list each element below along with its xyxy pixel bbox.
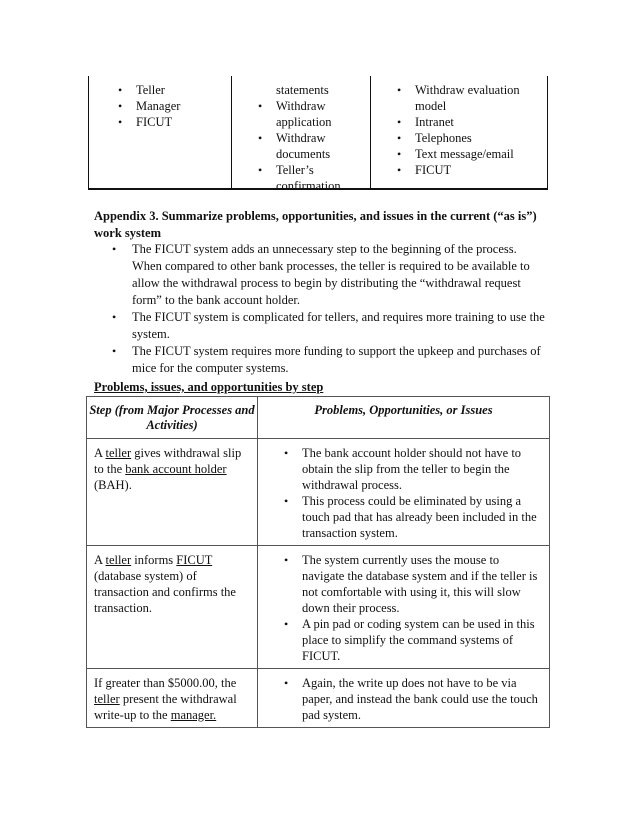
list-item: • The system currently uses the mouse to navigate the database system and if the teller is not comfortable with using it, this will slow down their process. — [280, 552, 541, 616]
table-row — [87, 669, 550, 728]
table-cell-participants — [89, 76, 231, 188]
table-cell-technologies — [371, 76, 547, 188]
step-cell: A teller informs FICUT (database system) of transaction and confirms the transaction. — [87, 546, 258, 669]
list-item: • Again, the write up does not have to be via paper, and instead the bank could use the touch pad system. — [280, 675, 541, 723]
issues-cell — [258, 439, 550, 546]
table-row — [87, 439, 550, 546]
list-item: • FICUT — [393, 162, 547, 178]
step-cell: If greater than $5000.00, the teller present the withdrawal write-up to the manager. — [87, 669, 258, 728]
list-item: • Teller — [114, 82, 231, 98]
continued-text: statements — [276, 83, 329, 97]
column-header-issues: Problems, Opportunities, or Issues — [258, 397, 550, 439]
list-item: • Manager — [114, 98, 231, 114]
list-item: • Withdraw evaluation model — [393, 82, 547, 114]
list-item: • Text message/email — [393, 146, 547, 162]
appendix-heading: Appendix 3. Summarize problems, opportunities, and issues in the current (“as is”) work system — [94, 209, 537, 240]
list-item: • The bank account holder should not have to obtain the slip from the teller to begin the withdrawal process. — [280, 445, 541, 493]
table-cell-information — [231, 76, 371, 193]
column-header-step: Step (from Major Processes and Activities) — [87, 397, 258, 439]
issues-cell — [258, 546, 550, 669]
steps-table — [86, 396, 550, 728]
list-item: • The FICUT system is complicated for tellers, and requires more training to use the system. — [108, 309, 548, 343]
table-header-row — [87, 397, 550, 439]
issues-cell — [258, 669, 550, 728]
list-item: • Teller’s confirmation — [254, 162, 370, 194]
list-item: • Intranet — [393, 114, 547, 130]
continued-table — [88, 76, 548, 193]
appendix-list — [108, 241, 548, 377]
list-item: • The FICUT system adds an unnecessary step to the beginning of the process. When compared to other bank processes, the teller is required to be available to allow the withdrawal process to begin by distributing the “withdrawal request form” to the bank account holder. — [108, 241, 548, 309]
list-item: • Withdraw documents — [254, 130, 370, 162]
step-cell: A teller gives withdrawal slip to the bank account holder (BAH). — [87, 439, 258, 546]
list-item: • The FICUT system requires more funding to support the upkeep and purchases of mice for the computer systems. — [108, 343, 548, 377]
table-row — [87, 546, 550, 669]
section-title: Problems, issues, and opportunities by step — [94, 380, 324, 394]
list-item: • FICUT — [114, 114, 231, 130]
list-item: • This process could be eliminated by using a touch pad that has already been included in the transaction system. — [280, 493, 541, 541]
list-item: • Withdraw application — [254, 98, 370, 130]
list-item: • Telephones — [393, 130, 547, 146]
list-item: • A pin pad or coding system can be used in this place to simplify the command systems of FICUT. — [280, 616, 541, 664]
